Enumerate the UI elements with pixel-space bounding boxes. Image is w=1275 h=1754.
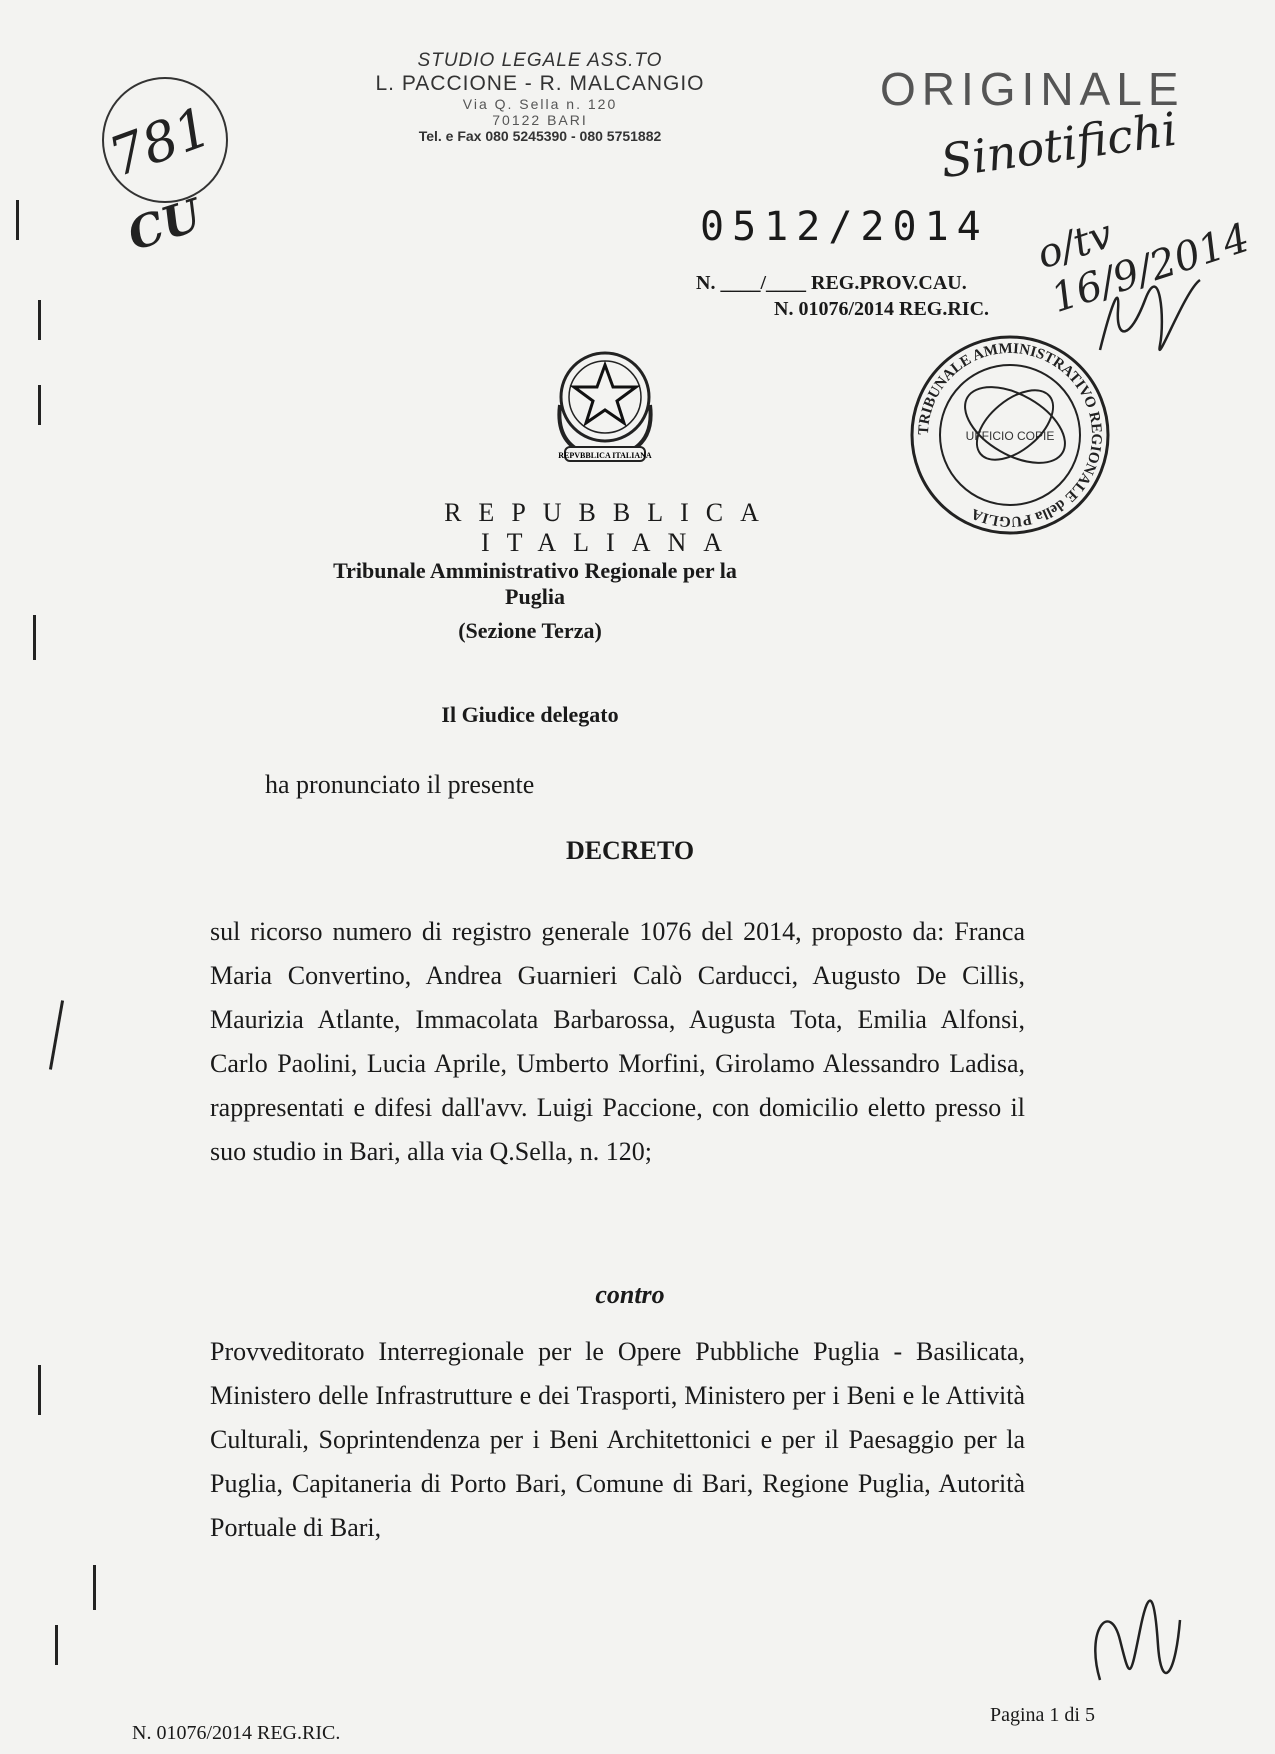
reg-prov-cau: N. ____/____ REG.PROV.CAU. <box>696 272 967 294</box>
margin-mark <box>93 1565 96 1610</box>
originale-stamp: ORIGINALE <box>880 63 1185 115</box>
margin-mark <box>16 200 19 240</box>
decree-title: DECRETO <box>565 836 695 865</box>
judge-heading: Il Giudice delegato <box>441 702 619 727</box>
seal-inner-text: UFFICIO COPIE <box>965 429 1055 443</box>
registry-number: 0512/2014 <box>700 204 989 250</box>
stamp-line-5: Tel. e Fax 080 5245390 - 080 5751882 <box>418 128 662 144</box>
stamp-line-1: STUDIO LEGALE ASS.TO <box>417 50 663 71</box>
republic-heading: REPUBBLICA ITALIANA <box>444 498 776 557</box>
court-seal <box>905 330 1115 540</box>
page-number: Pagina 1 di 5 <box>990 1704 1095 1726</box>
margin-mark <box>38 1365 41 1415</box>
reg-ric-header: N. 01076/2014 REG.RIC. <box>774 298 990 320</box>
margin-mark <box>33 615 36 660</box>
paragraph-applicants: sul ricorso numero di registro generale 1076 del 2014, proposto da: Franca Maria Convertino, Andrea Guarnieri Calò Carducci, Augusto De Cillis, Maurizia Atlante, Immacolata Barbarossa, Augusta Tota, Emilia Alfonsi, Carlo Paolini, Lucia Aprile, Umberto Morfini, Girolamo Alessandro Ladisa, rappresentati e difesi dall'avv. Luigi Paccione, con domicilio eletto presso il suo studio in Bari, alla via Q.Sella, n. 120; <box>210 917 1025 1166</box>
margin-mark <box>38 385 41 425</box>
stamp-line-4: 70122 BARI <box>492 112 588 128</box>
paragraph-respondents: Provveditorato Interregionale per le Opere Pubbliche Puglia - Basilicata, Ministero delle Infrastrutture e dei Trasporti, Ministero per i Beni e le Attività Culturali, Soprintendenza per i Beni Architettonici e per il Paesaggio per la Puglia, Capitaneria di Porto Bari, Comune di Bari, Regione Puglia, Autorità Portuale di Bari, <box>210 1337 1025 1542</box>
handwritten-note-2: o/tv 16/9/2014 <box>1031 211 1256 323</box>
law-firm-stamp <box>330 50 750 144</box>
court-heading: Tribunale Amministrativo Regionale per la Puglia <box>333 558 737 609</box>
seal-text: TRIBUNALE AMMINISTRATIVO REGIONALE della PUGLIA <box>915 340 1105 530</box>
cu-mark: CU <box>121 189 208 262</box>
emblem-ribbon-text: REPVBBLICA ITALIANA <box>558 451 652 460</box>
margin-mark <box>49 1000 64 1069</box>
intro-text: ha pronunciato il presente <box>265 770 535 799</box>
stamp-line-3: Via Q. Sella n. 120 <box>462 96 618 112</box>
contro-heading: contro <box>595 1280 665 1309</box>
section-heading: (Sezione Terza) <box>458 618 602 643</box>
italian-emblem <box>550 335 660 475</box>
circle-stamp-number: 781 <box>100 94 220 190</box>
footer-reg-ric: N. 01076/2014 REG.RIC. <box>132 1722 341 1744</box>
signature <box>1080 1590 1190 1700</box>
stamp-line-2: L. PACCIONE - R. MALCANGIO <box>375 72 705 95</box>
margin-mark <box>55 1625 58 1665</box>
circle-stamp <box>95 70 235 210</box>
margin-mark <box>38 300 41 340</box>
handwritten-note-1: Sinotifichi <box>937 101 1181 189</box>
